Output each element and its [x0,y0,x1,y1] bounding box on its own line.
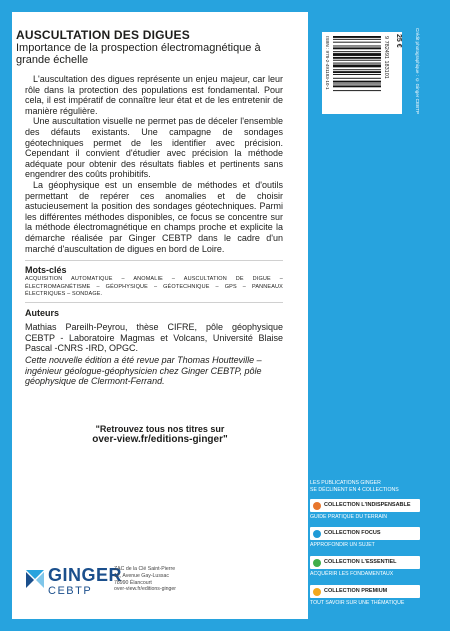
collection-indispensable-badge [310,499,420,512]
star-icon [313,588,321,596]
photo-credit: Crédit photographique : © Ginger CEBTP [415,28,420,114]
barcode-bar [333,57,381,59]
book-icon [313,559,321,567]
barcode-bar [333,85,381,87]
book-title: AUSCULTATION DES DIGUES [16,28,190,42]
barcode-bar [333,42,381,43]
publisher-logo-text: GINGER [48,565,123,585]
collections-heading-line: SE DÉCLINENT EN 4 COLLECTIONS [310,487,399,493]
barcode-bar [333,46,381,47]
description-paragraph: L'auscultation des digues représente un enjeu majeur, car leur rôle dans la protection des populations est fondamental. Pour cela, il est impératif de connaître leur état et de les entretenir de manière régulière. [25,74,283,116]
collection-label: COLLECTION L'ESSENTIEL [324,559,397,565]
barcode-bar [333,51,381,52]
barcode-bar [333,60,381,61]
barcode-bar [333,78,381,79]
collection-essentiel-badge [310,556,420,569]
divider [25,302,283,303]
address-line: ZAC de la Clé Saint-Pierre [114,566,176,572]
barcode-bar [333,47,381,49]
collection-focus-badge [310,527,420,540]
book-description [25,74,283,254]
barcode-bar [333,84,381,85]
barcode-box [322,32,402,114]
barcode-bar [333,63,381,64]
barcode-bar [333,71,381,73]
promo-line: "Retrouvez tous nos titres sur [95,424,225,434]
collection-label: COLLECTION PREMIUM [324,588,388,594]
keywords-list: ACQUISITION AUTOMATIQUE – ANOMALIE – AUSCULTATION DE DIGUE – ÉLECTROMAGNÉTISME – GÉOPHYSIQUE – GÉOTECHNIQUE – GPS – PANNEAUX ÉLECTRIQUES – SONDAGE. [25,276,283,298]
edition-note: Cette nouvelle édition a été revue par Thomas Houtteville – ingénieur géologue-géophysicien chez Ginger CEBTP, pôle géophysique de Clermont-Ferrand. [25,355,262,387]
ginger-logo-icon [24,568,46,590]
collection-tagline: TOUT SAVOIR SUR UNE THÉMATIQUE [310,600,405,606]
barcode-bar [333,74,381,75]
publisher-logo-sub: CEBTP [48,585,93,597]
collections-heading-line: LES PUBLICATIONS GINGER [310,480,381,486]
address-line: 78990 Élancourt [114,579,152,586]
barcode-bar [333,65,381,68]
barcode-number: 9 782491 183101 [383,36,389,79]
address-line: 12, Avenue Gay-Lussac [114,572,169,579]
collection-tagline: APPROFONDIR UN SUJET [310,542,375,548]
barcode-bar [333,36,381,38]
authors-text: Mathias Pareilh-Peyrou, thèse CIFRE, pôle géophysique CEBTP - Laboratoire Magmas et Volcans, Université Blaise Pascal -CNRS -IRD, OPGC. [25,322,283,354]
publisher-address [114,566,176,593]
authors-heading: Auteurs [25,308,60,318]
divider [25,260,283,261]
description-paragraph: Une auscultation visuelle ne permet pas de déceler l'ensemble des défauts existants. Une campagne de sondages géotechniques permet de les identifier avec précision. Cependant il convient d'étudier avec précision la méthode adéquate pour obtenir des résultats fiables et pertinents sans engendrer des coûts prohibitifs. [25,116,283,180]
collection-tagline: ACQUÉRIR LES FONDAMENTAUX [310,571,394,577]
collection-label: COLLECTION L'INDISPENSABLE [324,502,411,508]
book-subtitle: Importance de la prospection électromagnétique à grande échelle [16,42,261,66]
barcode-bar [333,39,381,40]
address-url[interactable]: over-view.fr/editions-ginger [114,586,176,593]
flame-icon [313,502,321,510]
promo-url[interactable]: over-view.fr/editions-ginger" [92,434,228,445]
collection-tagline: GUIDE PRATIQUE DU TERRAIN [310,514,388,520]
isbn-label: ISBN : 978-2-491183-10-1 [325,36,330,90]
barcode-bar [333,90,381,91]
barcode-bar [333,53,381,56]
description-paragraph: La géophysique est un ensemble de méthodes et d'outils permettant de repérer ces anomalies et de choisir astucieusement la position des sondages géotechniques. Parmi les différentes méthodes disponibles, ce focus se concentre sur la méthode électromagnétique en champs proche et explicite la démarche réalisée par Ginger CEBTP dans le cadre d'un marché d'auscultation de digues en bord de Loire. [25,179,283,254]
barcode-bar [333,81,381,83]
collection-label: COLLECTION FOCUS [324,530,381,536]
barcode-icon [333,36,381,108]
magnifier-icon [313,530,321,538]
keywords-heading: Mots-clés [25,265,67,275]
collection-premium-badge [310,585,420,598]
collections-heading [310,480,399,494]
price-label: 25 € [395,34,402,48]
barcode-bar [333,69,381,70]
